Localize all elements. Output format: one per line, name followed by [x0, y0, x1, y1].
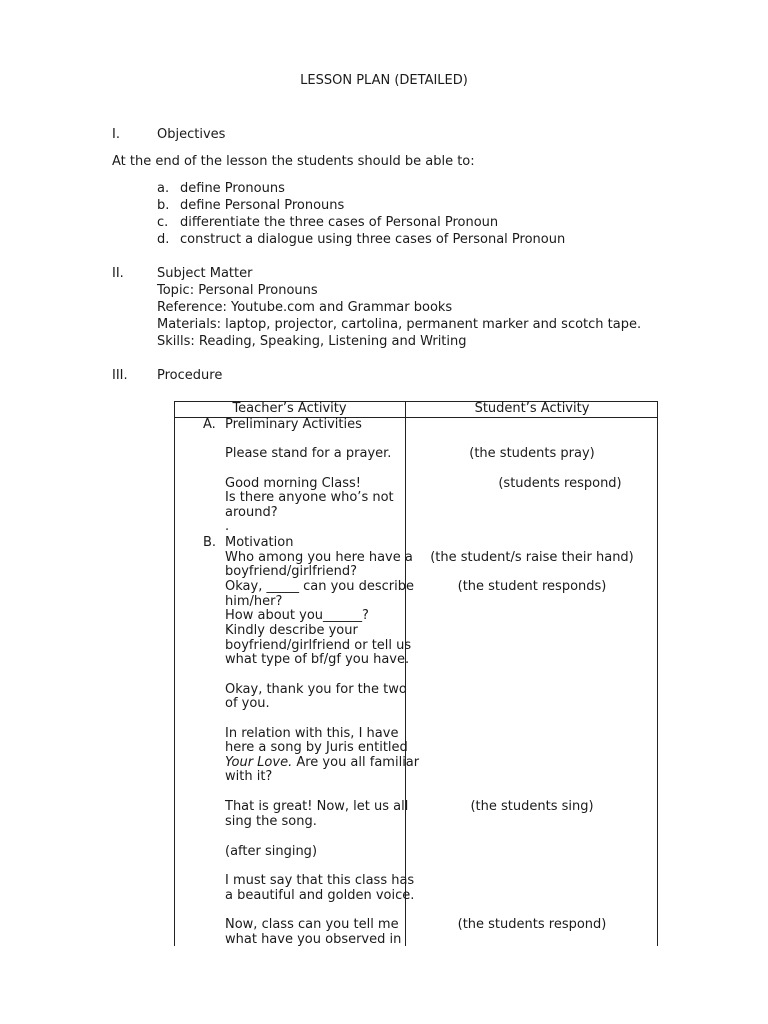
teacher-line: Okay, thank you for the two: [225, 682, 407, 697]
teacher-line-text: Are you all familiar: [292, 755, 420, 770]
teacher-line: boyfriend/girlfriend?: [225, 564, 358, 579]
teacher-line: That is great! Now, let us all: [225, 799, 409, 814]
student-line: (the students respond): [457, 917, 607, 932]
teacher-line: what have you observed in: [225, 932, 402, 947]
objectives-intro: At the end of the lesson the students should be able to:: [112, 154, 475, 169]
teacher-line: Who among you here have a: [225, 550, 413, 565]
objective-text: differentiate the three cases of Personal Pronoun: [180, 215, 499, 230]
page-title: LESSON PLAN (DETAILED): [300, 73, 468, 88]
teacher-line: How about you______?: [225, 608, 369, 623]
teacher-line: around?: [225, 505, 278, 520]
teacher-line: sing the song.: [225, 814, 317, 829]
teacher-line: Kindly describe your: [225, 623, 358, 638]
objective-letter: c.: [157, 215, 169, 230]
subject-topic: Topic: Personal Pronouns: [157, 283, 318, 298]
objective-letter: a.: [157, 181, 170, 196]
teacher-line: a beautiful and golden voice.: [225, 888, 415, 903]
teacher-line: him/her?: [225, 594, 283, 609]
teacher-line: with it?: [225, 769, 273, 784]
student-line: (the student/s raise their hand): [430, 550, 634, 565]
table-column-divider: [405, 401, 406, 946]
objective-letter: b.: [157, 198, 170, 213]
objective-text: construct a dialogue using three cases of Personal Pronoun: [180, 232, 566, 247]
part-letter: B.: [203, 535, 217, 550]
student-line: (the student responds): [457, 579, 607, 594]
section-heading-subject-matter: Subject Matter: [157, 266, 253, 281]
section-numeral: II.: [112, 266, 124, 281]
part-title-motivation: Motivation: [225, 535, 294, 550]
student-line: (the students pray): [469, 446, 595, 461]
section-numeral: I.: [112, 127, 120, 142]
part-title-preliminary: Preliminary Activities: [225, 417, 362, 432]
subject-reference: Reference: Youtube.com and Grammar books: [157, 300, 453, 315]
teacher-line: of you.: [225, 696, 270, 711]
section-numeral: III.: [112, 368, 128, 383]
teacher-line: boyfriend/girlfriend or tell us: [225, 638, 412, 653]
teacher-line: I must say that this class has: [225, 873, 415, 888]
teacher-line: Okay, _____ can you describe: [225, 579, 414, 594]
subject-materials: Materials: laptop, projector, cartolina, permanent marker and scotch tape.: [157, 317, 642, 332]
teacher-line: Is there anyone who’s not: [225, 490, 394, 505]
objective-letter: d.: [157, 232, 170, 247]
song-title: Your Love.: [225, 755, 293, 770]
teacher-line: Good morning Class!: [225, 476, 361, 491]
teacher-line: Now, class can you tell me: [225, 917, 399, 932]
teacher-line: here a song by Juris entitled: [225, 740, 408, 755]
student-line: (the students sing): [470, 799, 594, 814]
objective-text: define Pronouns: [180, 181, 285, 196]
section-heading-objectives: Objectives: [157, 127, 226, 142]
teacher-line: In relation with this, I have: [225, 726, 399, 741]
student-line: (students respond): [498, 476, 622, 491]
part-letter: A.: [203, 417, 216, 432]
teacher-line: (after singing): [225, 844, 318, 859]
teacher-line: what type of bf/gf you have.: [225, 652, 410, 667]
objective-text: define Personal Pronouns: [180, 198, 345, 213]
teacher-activity-header: Teacher’s Activity: [232, 401, 347, 416]
teacher-line: .: [225, 519, 230, 534]
section-heading-procedure: Procedure: [157, 368, 223, 383]
subject-skills: Skills: Reading, Speaking, Listening and Writing: [157, 334, 467, 349]
teacher-line: Please stand for a prayer.: [225, 446, 392, 461]
student-activity-header: Student’s Activity: [474, 401, 590, 416]
